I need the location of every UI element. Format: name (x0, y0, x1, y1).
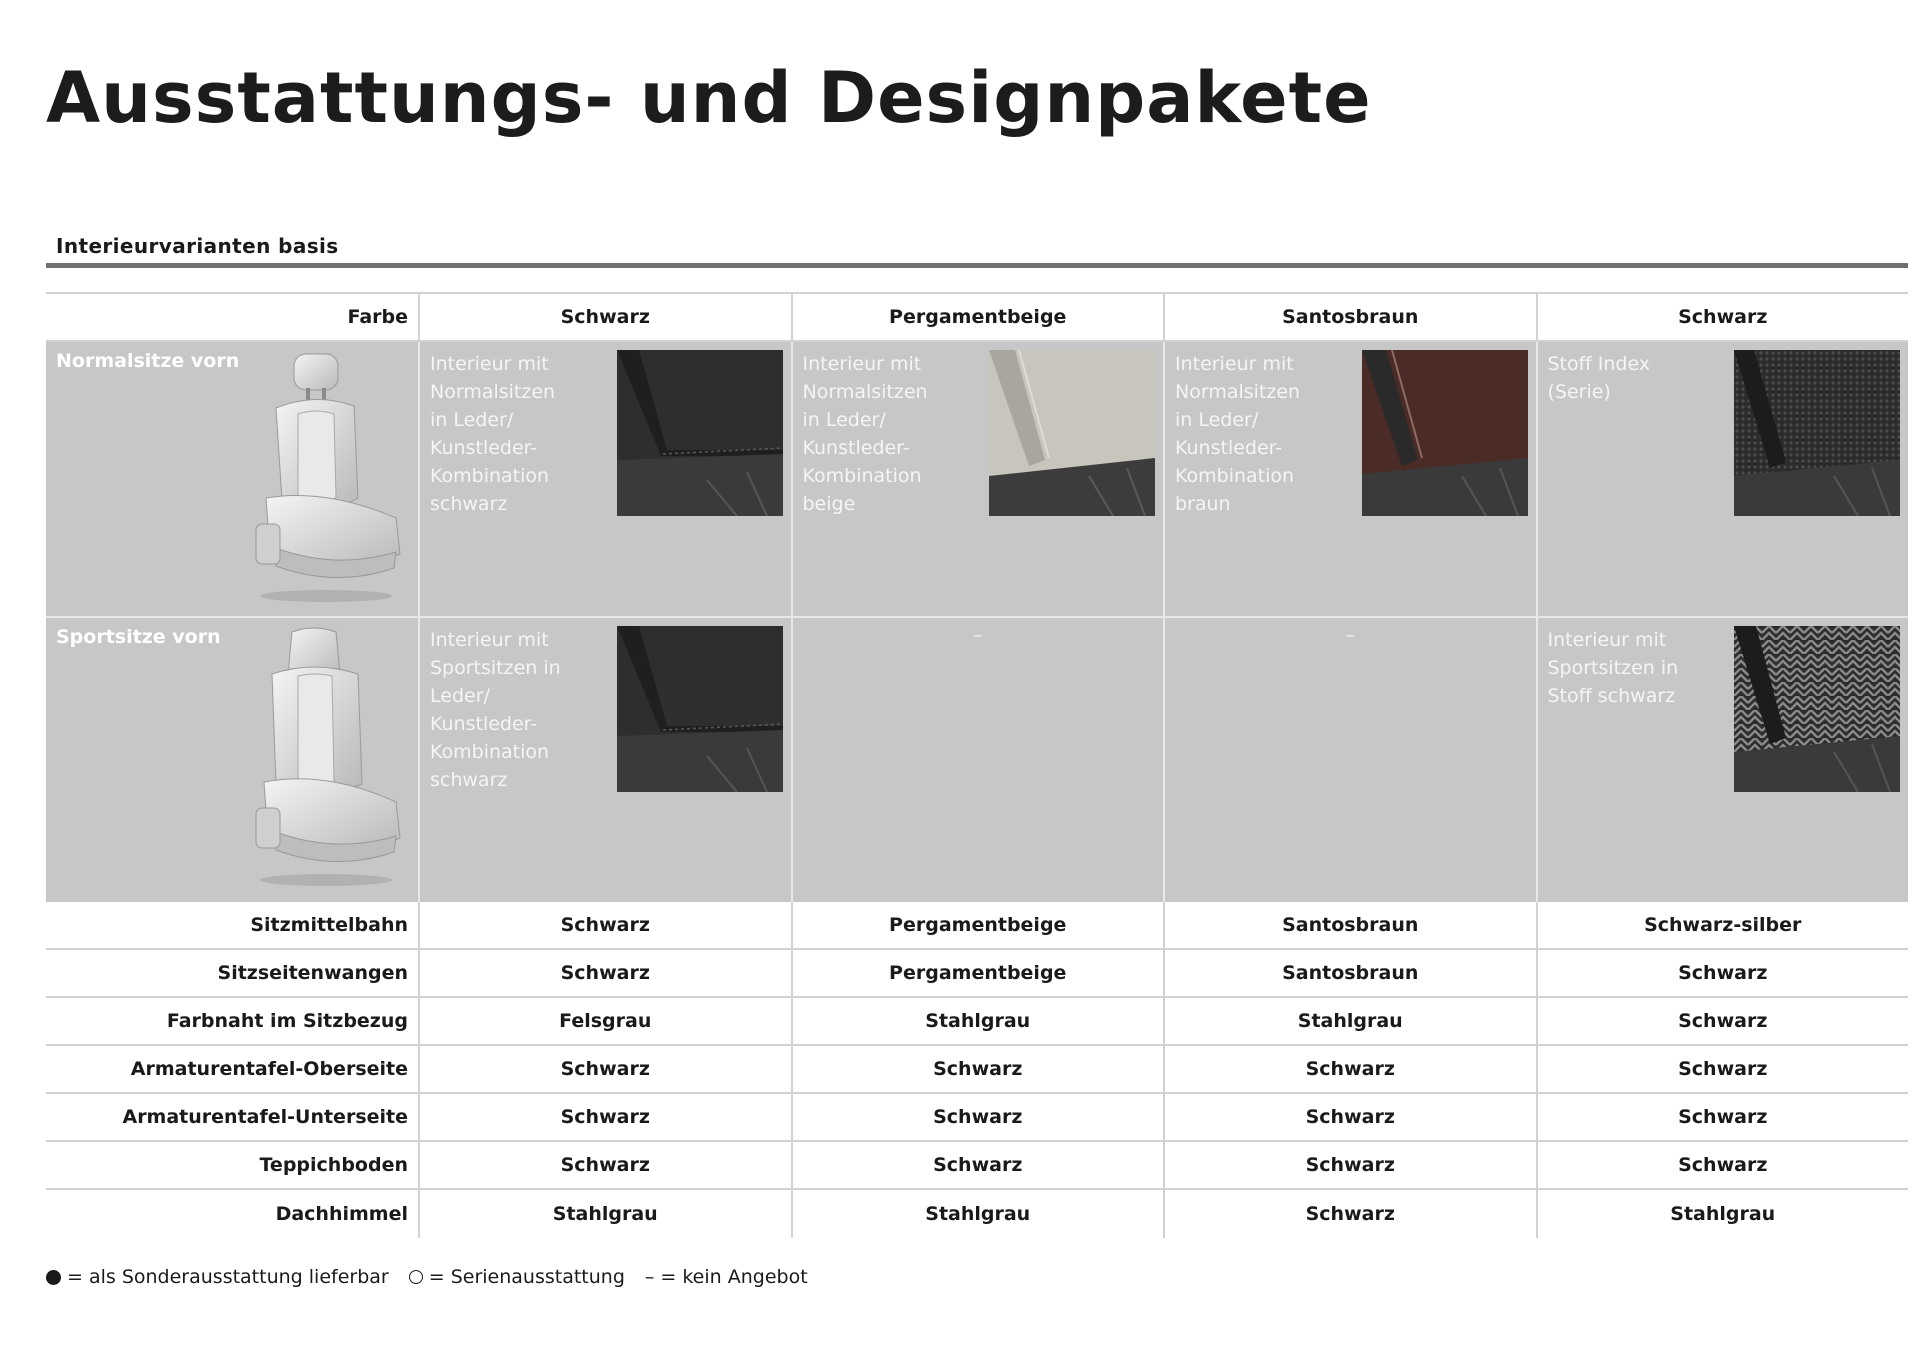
row-value: Schwarz (418, 1046, 791, 1092)
variant-description: Interieur mit Sportsitzen in Leder/ Kunstleder-Kombination schwarz (430, 629, 561, 791)
row-value: Pergamentbeige (791, 950, 1164, 996)
variant-description: Interieur mit Normalsitzen in Leder/ Kunstleder-Kombination beige (802, 353, 928, 515)
row-label: Sitzmittelbahn (250, 914, 408, 936)
row-value: Stahlgrau (1536, 1190, 1909, 1238)
section-divider (46, 263, 1908, 268)
leather-black-swatch (617, 626, 783, 792)
leather-brown-swatch (1362, 350, 1528, 516)
row-value: Schwarz (791, 1142, 1164, 1188)
header-column: Schwarz (418, 294, 791, 340)
section-title: Interieurvarianten basis (56, 234, 339, 258)
table-row (46, 1046, 1908, 1094)
seat-row-sport (46, 618, 1908, 902)
seat-variant-cell (791, 342, 1164, 616)
sport-seat-icon (236, 624, 406, 892)
row-value: Schwarz (1163, 1094, 1536, 1140)
normal-seat-icon (236, 348, 406, 606)
seat-variant-cell (1163, 342, 1536, 616)
row-value: Schwarz (1163, 1142, 1536, 1188)
table-row (46, 1094, 1908, 1142)
variant-description: Interieur mit Sportsitzen in Stoff schwarz (1547, 629, 1679, 707)
row-value: Stahlgrau (1163, 998, 1536, 1044)
table-header-row (46, 292, 1908, 342)
row-label: Dachhimmel (275, 1203, 408, 1225)
row-value: Schwarz (791, 1094, 1164, 1140)
row-label: Sitzseitenwangen (217, 962, 408, 984)
table-row (46, 950, 1908, 998)
row-value: Schwarz-silber (1536, 902, 1909, 948)
legend-item-standard (409, 1266, 625, 1288)
table-row (46, 998, 1908, 1046)
row-value: Schwarz (1536, 1046, 1909, 1092)
legend-text: = Serienausstattung (428, 1266, 625, 1288)
legend-item-none (645, 1266, 808, 1288)
row-value: Schwarz (418, 1142, 791, 1188)
row-value: Schwarz (418, 902, 791, 948)
table-row (46, 902, 1908, 950)
seat-row-label: Sportsitze vorn (56, 626, 221, 648)
legend (46, 1266, 828, 1288)
variant-description: Interieur mit Normalsitzen in Leder/ Kunstleder-Kombination schwarz (430, 353, 556, 515)
fabric-index-swatch (1734, 350, 1900, 516)
row-value: Schwarz (1536, 1142, 1909, 1188)
interior-variants-table (46, 292, 1908, 1238)
row-value: Schwarz (1163, 1046, 1536, 1092)
seat-row-label-cell (46, 618, 418, 902)
row-value: Stahlgrau (791, 998, 1164, 1044)
header-label-farbe: Farbe (347, 306, 408, 328)
not-offered-dash: – (973, 624, 983, 646)
seat-variant-cell (1536, 342, 1909, 616)
page-title: Ausstattungs- und Designpakete (46, 57, 1372, 139)
seat-variant-cell (418, 342, 791, 616)
seat-variant-cell (791, 618, 1164, 902)
legend-item-optional (46, 1266, 389, 1288)
row-value: Schwarz (791, 1046, 1164, 1092)
row-value: Schwarz (1536, 950, 1909, 996)
row-value: Felsgrau (418, 998, 791, 1044)
leather-beige-swatch (989, 350, 1155, 516)
seat-row-normal (46, 342, 1908, 618)
header-column: Schwarz (1536, 294, 1909, 340)
seat-variant-cell (1536, 618, 1909, 902)
legend-text: = kein Angebot (660, 1266, 808, 1288)
dash-symbol: – (644, 1266, 655, 1288)
row-value: Santosbraun (1163, 950, 1536, 996)
leather-black-swatch (617, 350, 783, 516)
row-value: Schwarz (418, 950, 791, 996)
legend-text: = als Sonderausstattung lieferbar (67, 1266, 389, 1288)
table-row (46, 1142, 1908, 1190)
fabric-herringbone-swatch (1734, 626, 1900, 792)
seat-variant-cell (1163, 618, 1536, 902)
seat-row-label-cell (46, 342, 418, 616)
table-row (46, 1190, 1908, 1238)
row-value: Stahlgrau (418, 1190, 791, 1238)
row-value: Schwarz (418, 1094, 791, 1140)
row-value: Pergamentbeige (791, 902, 1164, 948)
row-value: Schwarz (1536, 1094, 1909, 1140)
not-offered-dash: – (1345, 624, 1355, 646)
row-label: Teppichboden (259, 1154, 408, 1176)
row-value: Schwarz (1163, 1190, 1536, 1238)
row-value: Stahlgrau (791, 1190, 1164, 1238)
seat-row-label: Normalsitze vorn (56, 350, 240, 372)
header-column: Santosbraun (1163, 294, 1536, 340)
row-label: Armaturentafel-Unterseite (122, 1106, 408, 1128)
variant-description: Stoff Index (Serie) (1547, 353, 1651, 403)
empty-circle-icon (409, 1270, 423, 1284)
header-column: Pergamentbeige (791, 294, 1164, 340)
variant-description: Interieur mit Normalsitzen in Leder/ Kunstleder-Kombination braun (1175, 353, 1301, 515)
seat-variant-cell (418, 618, 791, 902)
row-value: Santosbraun (1163, 902, 1536, 948)
row-label: Armaturentafel-Oberseite (130, 1058, 408, 1080)
row-value: Schwarz (1536, 998, 1909, 1044)
filled-circle-icon (46, 1270, 61, 1285)
row-label: Farbnaht im Sitzbezug (166, 1010, 408, 1032)
